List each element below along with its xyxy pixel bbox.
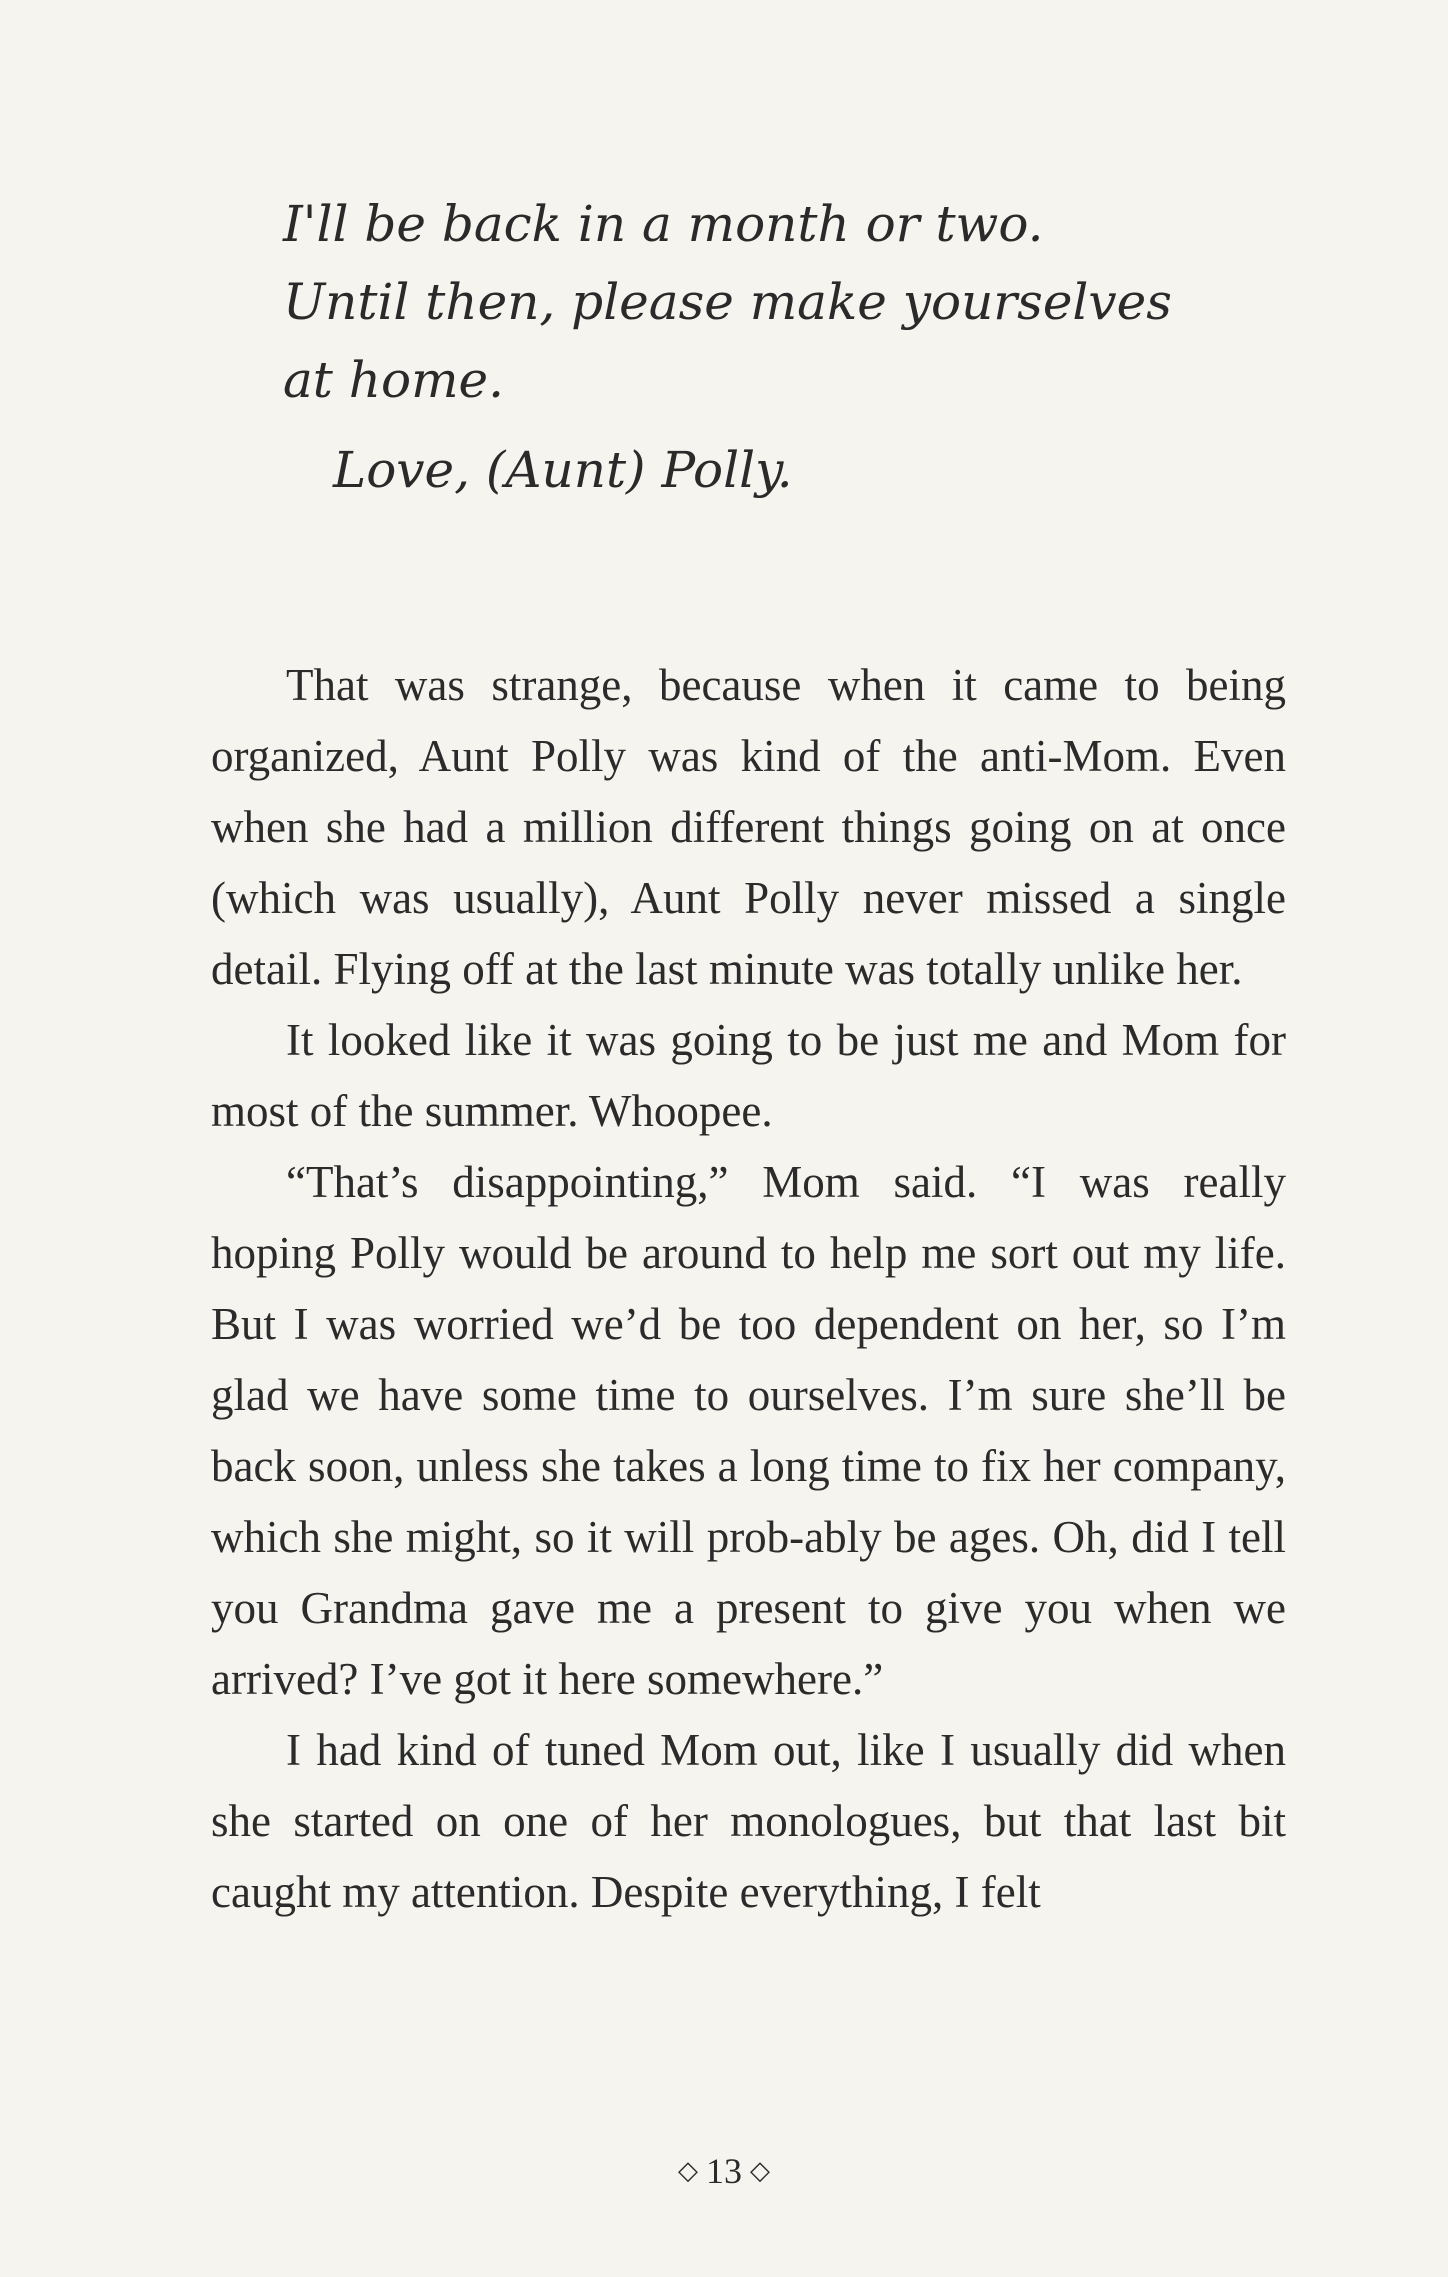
body-text (211, 650, 1286, 1928)
letter-line: at home. (283, 351, 504, 409)
paragraph: It looked like it was going to be just me and Mom for most of the summer. Whoopee. (211, 1015, 1286, 1136)
diamond-ornament-icon: ◇ (678, 2156, 698, 2185)
paragraph: That was strange, because when it came to being organized, Aunt Polly was kind of the anti-Mom. Even when she had a million different things going on at once (which was usually), Aunt Polly never missed a single detail. Flying off at the last minute was totally unlike her. (211, 660, 1286, 994)
page-footer (0, 2150, 1448, 2192)
letter-signature: Love, (Aunt) Polly. (333, 441, 793, 499)
letter-line: I'll be back in a month or two. (283, 195, 1044, 253)
diamond-ornament-icon: ◇ (750, 2156, 770, 2185)
page-number: 13 (706, 2151, 742, 2191)
handwritten-letter (283, 185, 1283, 509)
letter-line: Until then, please make yourselves (283, 273, 1172, 331)
paragraph: I had kind of tuned Mom out, like I usually did when she started on one of her monologues, but that last bit caught my attention. Despite everything, I felt (211, 1725, 1286, 1917)
paragraph: “That’s disappointing,” Mom said. “I was really hoping Polly would be around to help me sort out my life. But I was worried we’d be too dependent on her, so I’m glad we have some time to ourselves. I’m sure she’ll be back soon, unless she takes a long time to fix her company, which she might, so it will prob-ably be ages. Oh, did I tell you Grandma gave me a present to give you when we arrived? I’ve got it here somewhere.” (211, 1157, 1286, 1704)
